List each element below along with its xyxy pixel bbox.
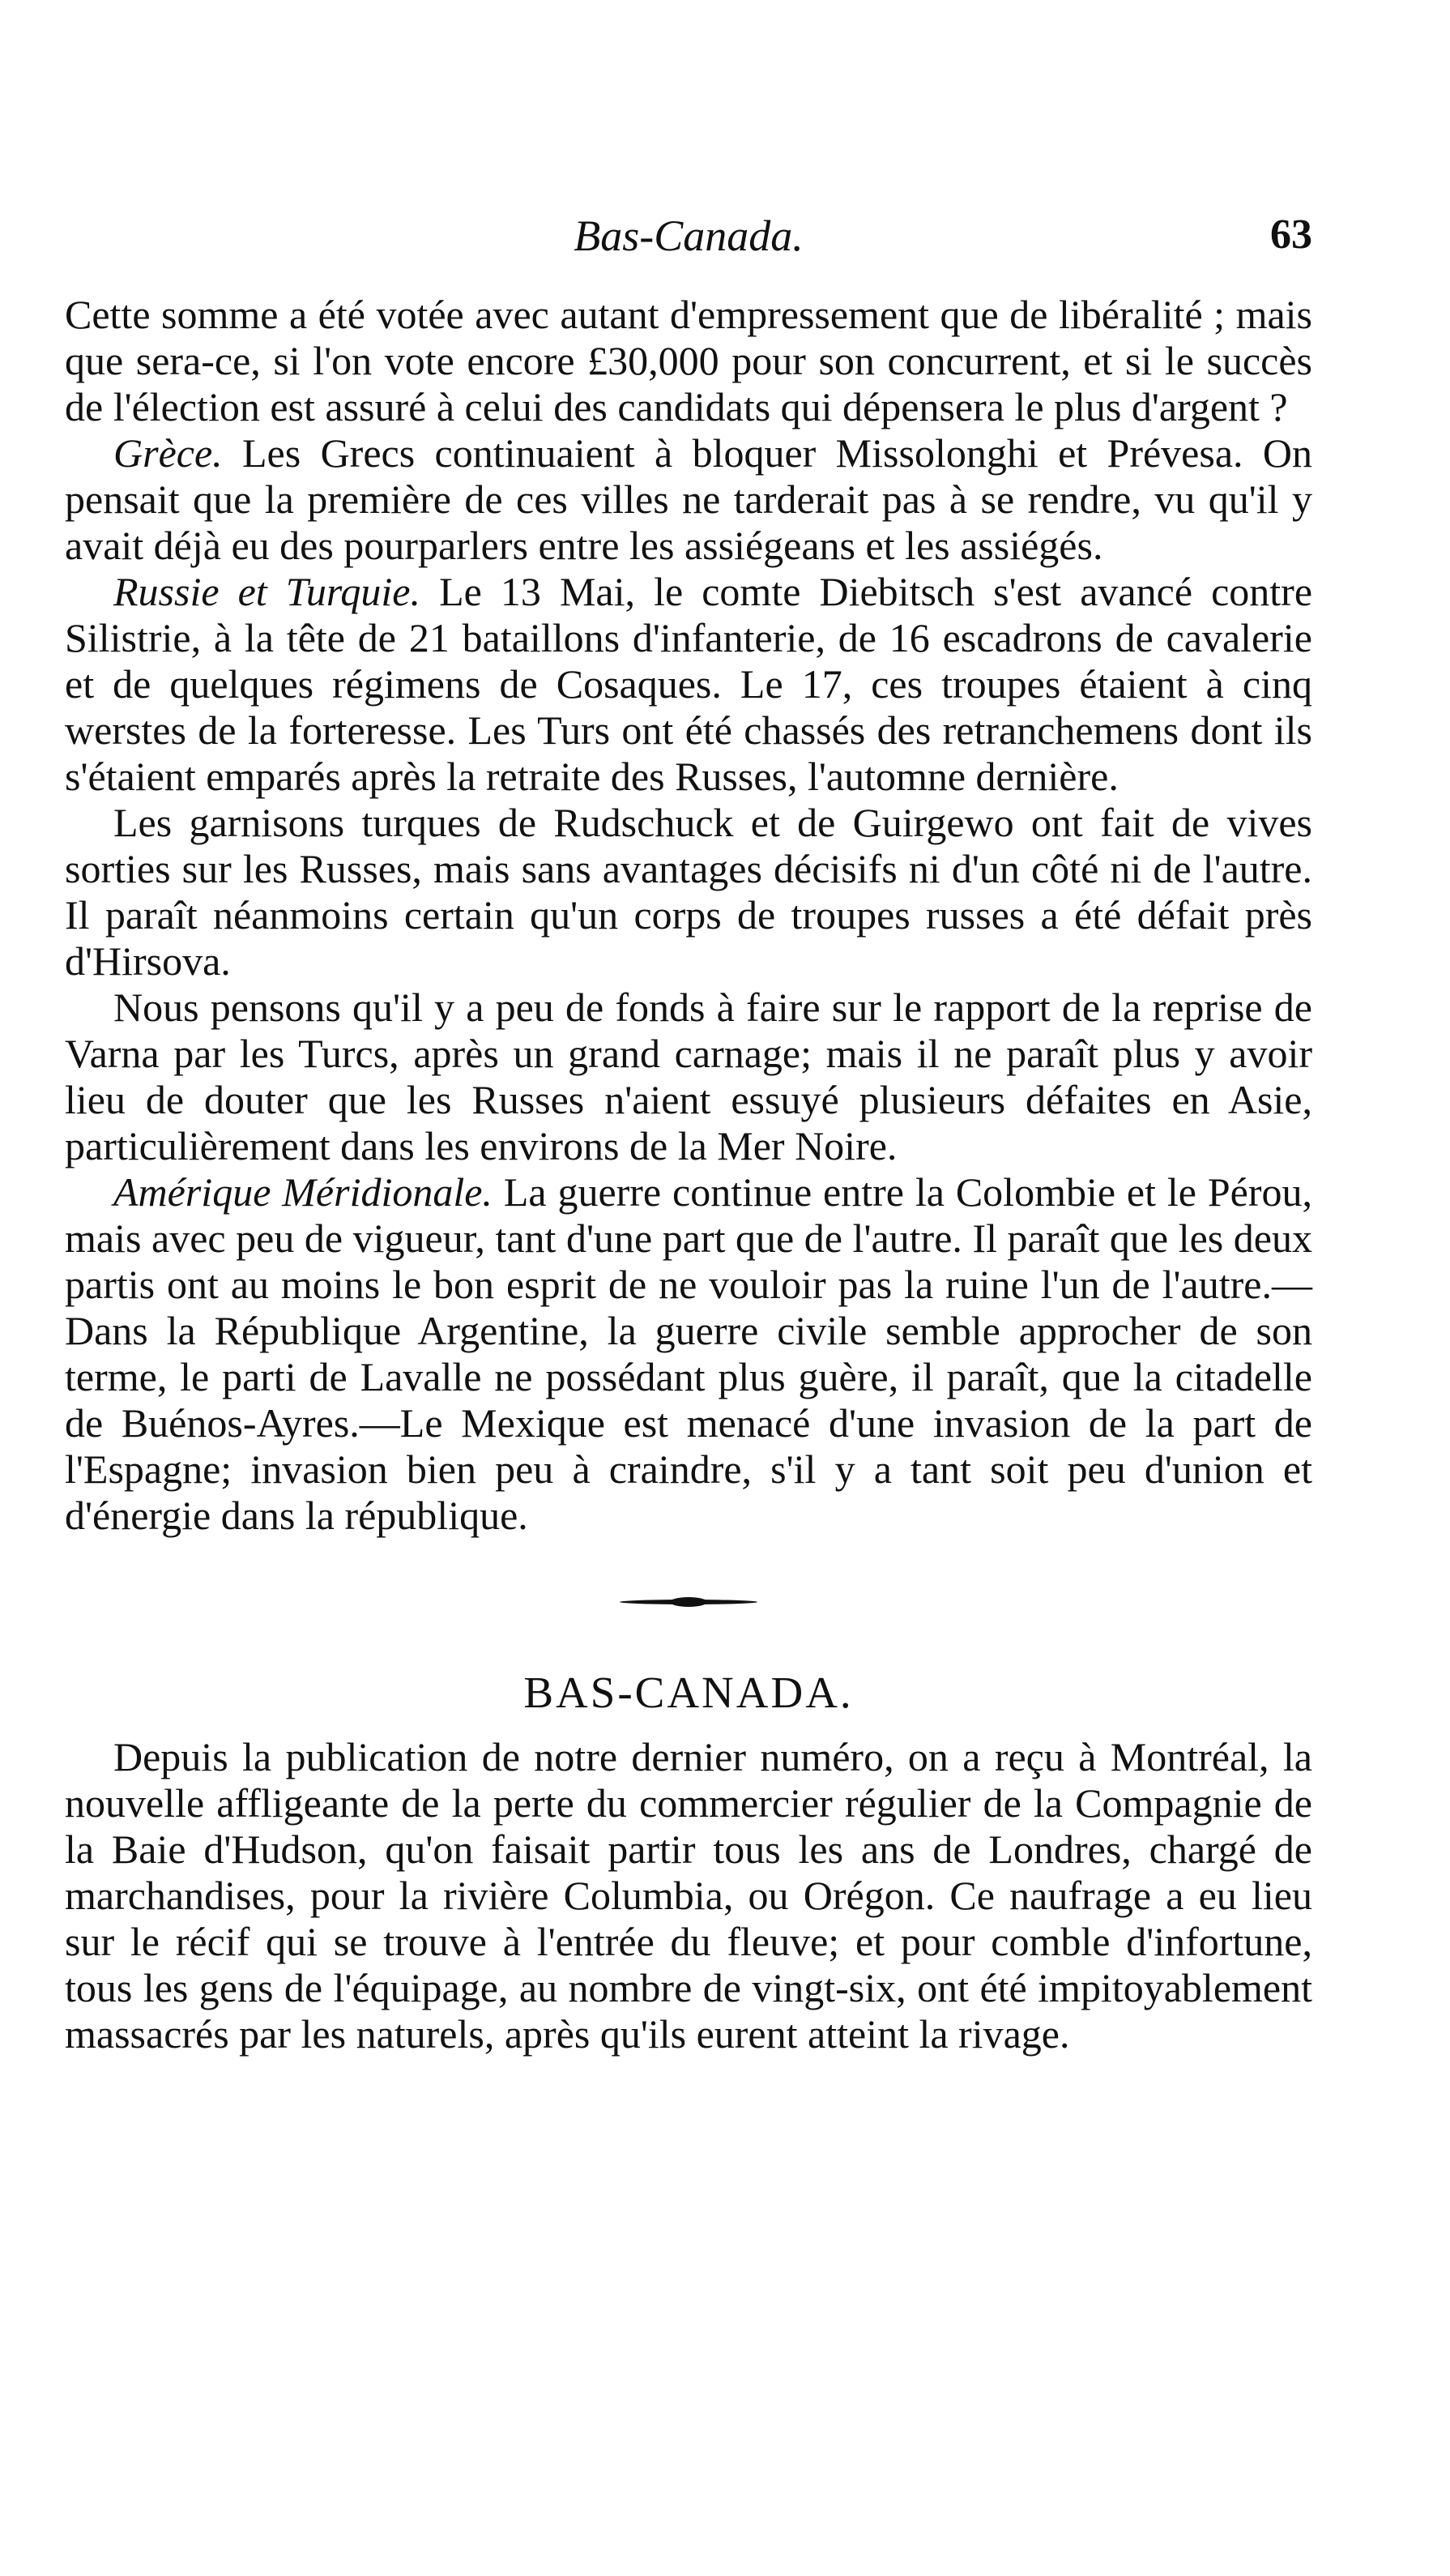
paragraph-lead-south-america: Amérique Méridionale. xyxy=(113,1169,493,1215)
paragraph-greece xyxy=(65,430,1312,569)
paragraph-varna: Nous pensons qu'il y a peu de fonds à faire sur le rapport de la reprise de Varna par les Turcs, après un grand carnage; mais il ne paraît plus y avoir lieu de douter que les Russes n'aient essuyé plusieurs défaites en Asie, particulièrement dans les environs de la Mer Noire. xyxy=(65,985,1312,1168)
running-title: Bas-Canada. xyxy=(574,211,804,260)
page-number: 63 xyxy=(1270,211,1312,258)
section-divider xyxy=(620,1597,757,1607)
running-header xyxy=(65,203,1312,267)
section-heading: BAS-CANADA. xyxy=(523,1668,854,1717)
paragraph-election-cost: Cette somme a été votée avec autant d'empressement que de libéralité ; mais que sera-ce, si l'on vote encore £30,000 pour son concurrent, et si le succès de l'élection est assuré à celui des candidats qui dépensera le plus d'argent ? xyxy=(65,292,1312,429)
paragraph-south-america xyxy=(65,1169,1312,1539)
paragraph-turkish-garrisons: Les garnisons turques de Rudschuck et de Guirgewo ont fait de vives sorties sur les Russes, mais sans avantages décisifs ni d'un côté ni de l'autre. Il paraît néanmoins certain qu'un corps de troupes russes a été défait près d'Hirsova. xyxy=(65,800,1312,984)
paragraph-text-russia-turkey: Le 13 Mai, le comte Diebitsch s'est avancé contre Silistrie, à la tête de 21 bataillons d'infanterie, de 16 escadrons de cavalerie et de quelques régimens de Cosaques. Le 17, ces troupes étaient à cinq werstes de la forteresse. Les Turs ont été chassés des retranchemens dont ils s'étaient emparés après la retraite des Russes, l'automne dernière. xyxy=(65,569,1313,799)
paragraph-russia-turkey xyxy=(65,569,1312,800)
paragraph-text-greece: Les Grecs continuaient à bloquer Missolonghi et Prévesa. On pensait que la première de ces villes ne tarderait pas à se rendre, vu qu'il y avait déjà eu des pourparlers entre les assiégeans et les assiégés. xyxy=(65,430,1312,568)
paragraph-text-south-america: La guerre continue entre la Colombie et le Pérou, mais avec peu de vigueur, tant d'une part que de l'autre. Il paraît que les deux partis ont au moins le bon esprit de ne vouloir pas la ruine l'un de l'autre.—Dans la République Argentine, la guerre civile semble approcher de son terme, le parti de Lavalle ne possédant plus guère, il paraît, que la citadelle de Buénos-Ayres.—Le Mexique est menacé d'une invasion de la part de l'Espagne; invasion bien peu à craindre, s'il y a tant soit peu d'union et d'énergie dans la république. xyxy=(65,1169,1312,1538)
paragraph-lead-russia-turkey: Russie et Turquie. xyxy=(113,569,421,614)
paragraph-bas-canada: Depuis la publication de notre dernier numéro, on a reçu à Montréal, la nouvelle affligeante de la perte du commercier régulier de la Compagnie de la Baie d'Hudson, qu'on faisait partir tous les ans de Londres, chargé de marchandises, pour la rivière Columbia, ou Orégon. Ce naufrage a eu lieu sur le récif qui se trouve à l'entrée du fleuve; et pour comble d'infortune, tous les gens de l'équipage, au nombre de vingt-six, ont été impitoyablement massacrés par les naturels, après qu'ils eurent atteint la rivage. xyxy=(65,1734,1312,2057)
book-page xyxy=(65,203,1312,2057)
paragraph-lead-greece: Grèce. xyxy=(113,430,223,476)
